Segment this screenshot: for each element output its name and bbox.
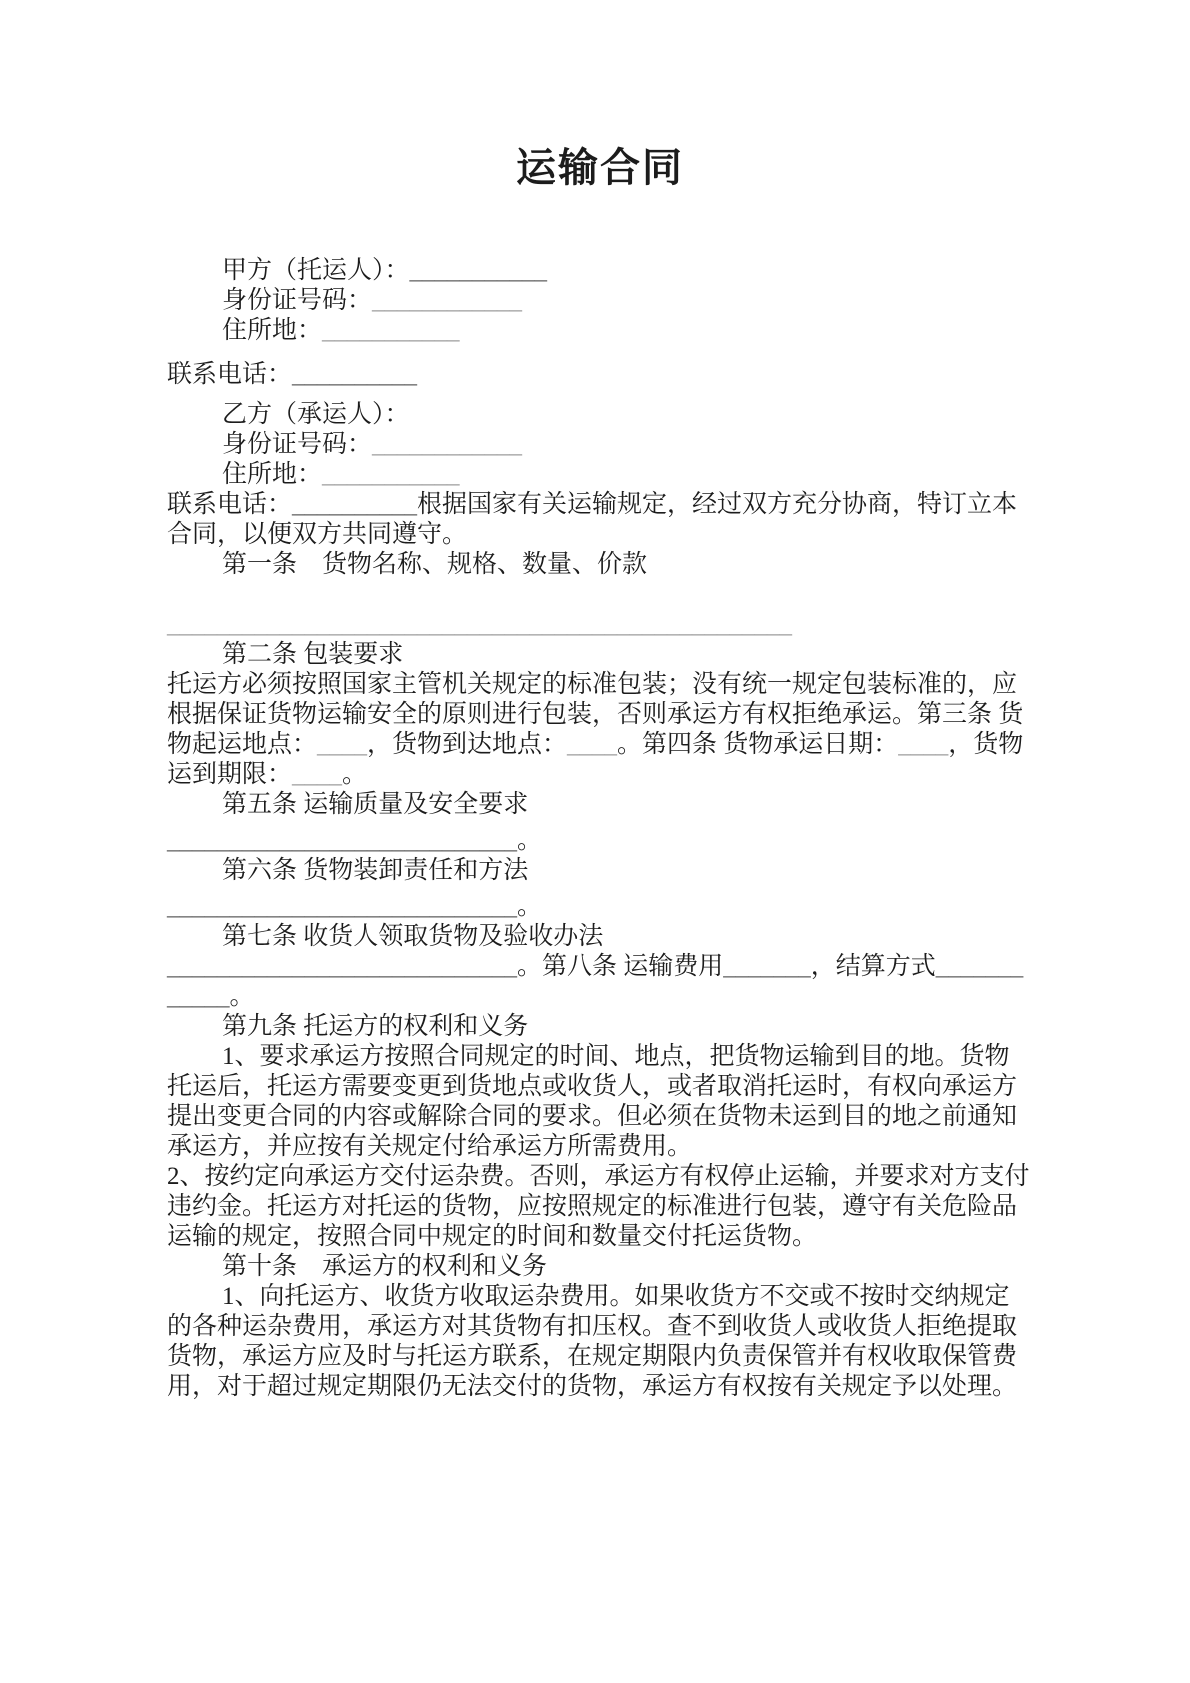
- article-10-item-1: [167, 1282, 1033, 1402]
- text-run: 第十条 承运方的权利和义务: [222, 1253, 548, 1280]
- blank-field: ____________: [372, 431, 523, 458]
- party-b-name-line: [167, 400, 1033, 430]
- party-a-name-line: [167, 256, 1033, 286]
- text-run: ，货物运到期限：: [167, 731, 1024, 788]
- party-a-address-line: [167, 316, 1033, 346]
- article-10-heading: [167, 1252, 1033, 1282]
- article-2-3-4-body: [167, 670, 1033, 790]
- article-5-heading: [167, 790, 1033, 820]
- article-9-item-2: [167, 1162, 1033, 1252]
- text-run: 第一条 货物名称、规格、数量、价款: [222, 551, 648, 578]
- blank-field: ____________: [167, 953, 1024, 1010]
- blank-field: ____: [317, 731, 368, 758]
- text-run: 。: [517, 893, 543, 920]
- blank-field: ____________________________: [167, 953, 517, 980]
- article-6-fill-line: [167, 892, 1033, 922]
- text-run: 乙方（承运人）：: [222, 401, 410, 428]
- text-run: 第二条 包装要求: [222, 641, 404, 668]
- article-1-heading: [167, 550, 1033, 580]
- article-7-heading: [167, 922, 1033, 952]
- blank-field: __________: [292, 361, 418, 388]
- article-9-heading: [167, 1012, 1033, 1042]
- contract-body: [167, 256, 1033, 1402]
- text-run: 身份证号码：: [222, 431, 373, 458]
- article-2-heading: [167, 640, 1033, 670]
- text-run: 第七条 收货人领取货物及验收办法: [222, 923, 604, 950]
- blank-field: ___________: [409, 257, 548, 284]
- text-run: 1、要求承运方按照合同规定的时间、地点，把货物运输到目的地。货物托运后，托运方需要变更到货地点或收货人，或者取消托运时，有权向承运方提出变更合同的内容或解除合同的要求。但必须在货物未运到目的地之前通知承运方，并应按有关规定付给承运方所需费用。: [167, 1043, 1018, 1160]
- blank-field: ____: [292, 761, 343, 788]
- text-run: 1、向托运方、收货方收取运杂费用。如果收货方不交或不按时交纳规定的各种运杂费用，承运方对其货物有扣压权。查不到收货人或收货人拒绝提取货物，承运方应及时与托运方联系，在规定期限内负责保管并有权收取保管费用，对于超过规定期限仍无法交付的货物，承运方有权按有关规定予以处理。: [167, 1283, 1018, 1400]
- text-run: 甲方（托运人）：: [222, 257, 410, 284]
- text-run: 联系电话：: [167, 491, 293, 518]
- text-run: 住所地：: [222, 317, 323, 344]
- text-run: 第五条 运输质量及安全要求: [222, 791, 529, 818]
- party-a-id-line: [167, 286, 1033, 316]
- preamble: [167, 490, 1033, 550]
- text-run: 第六条 货物装卸责任和方法: [222, 857, 529, 884]
- blank-field: _______: [723, 953, 811, 980]
- article-9-item-1: [167, 1042, 1033, 1162]
- text-run: 2、按约定向承运方交付运杂费。否则，承运方有权停止运输，并要求对方支付违约金。托运方对托运的货物，应按照规定的标准进行包装，遵守有关危险品运输的规定，按照合同中规定的时间和数量交付托运货物。: [167, 1163, 1030, 1250]
- text-run: ，货物到达地点：: [367, 731, 568, 758]
- text-run: 根据国家有关运输规定，经过双方充分协商，特订立本合同，以便双方共同遵守。: [167, 491, 1018, 548]
- article-5-fill-line: [167, 826, 1033, 856]
- blank-field: ___________: [322, 461, 460, 488]
- text-run: 。: [229, 983, 255, 1010]
- article-1-fill-line: [167, 610, 1033, 640]
- blank-field: __________: [292, 491, 418, 518]
- party-b-address-line: [167, 460, 1033, 490]
- blank-field: ____: [567, 731, 618, 758]
- text-run: 联系电话：: [167, 361, 293, 388]
- blank-field: ____________: [372, 287, 523, 314]
- text-run: 。第四条 货物承运日期：: [617, 731, 899, 758]
- spacer-line: [167, 580, 1033, 610]
- text-run: ，结算方式: [810, 953, 936, 980]
- text-run: 。第八条 运输费用: [517, 953, 724, 980]
- blank-field: __________________________________________________: [167, 611, 792, 638]
- party-a-phone-line: [167, 360, 1033, 390]
- blank-field: ___________: [322, 317, 460, 344]
- blank-field: ____: [898, 731, 949, 758]
- text-run: 托运方必须按照国家主管机关规定的标准包装；没有统一规定包装标准的，应根据保证货物运输安全的原则进行包装，否则承运方有权拒绝承运。第三条 货物起运地点：: [167, 671, 1024, 758]
- blank-field: ____________________________: [167, 827, 517, 854]
- text-run: 。: [342, 761, 368, 788]
- party-b-id-line: [167, 430, 1033, 460]
- blank-field: ____________________________: [167, 893, 517, 920]
- article-7-8-body: [167, 952, 1033, 1012]
- text-run: 第九条 托运方的权利和义务: [222, 1013, 529, 1040]
- article-6-heading: [167, 856, 1033, 886]
- text-run: 身份证号码：: [222, 287, 373, 314]
- text-run: 。: [517, 827, 543, 854]
- contract-title: 运输合同: [516, 145, 684, 190]
- text-run: 住所地：: [222, 461, 323, 488]
